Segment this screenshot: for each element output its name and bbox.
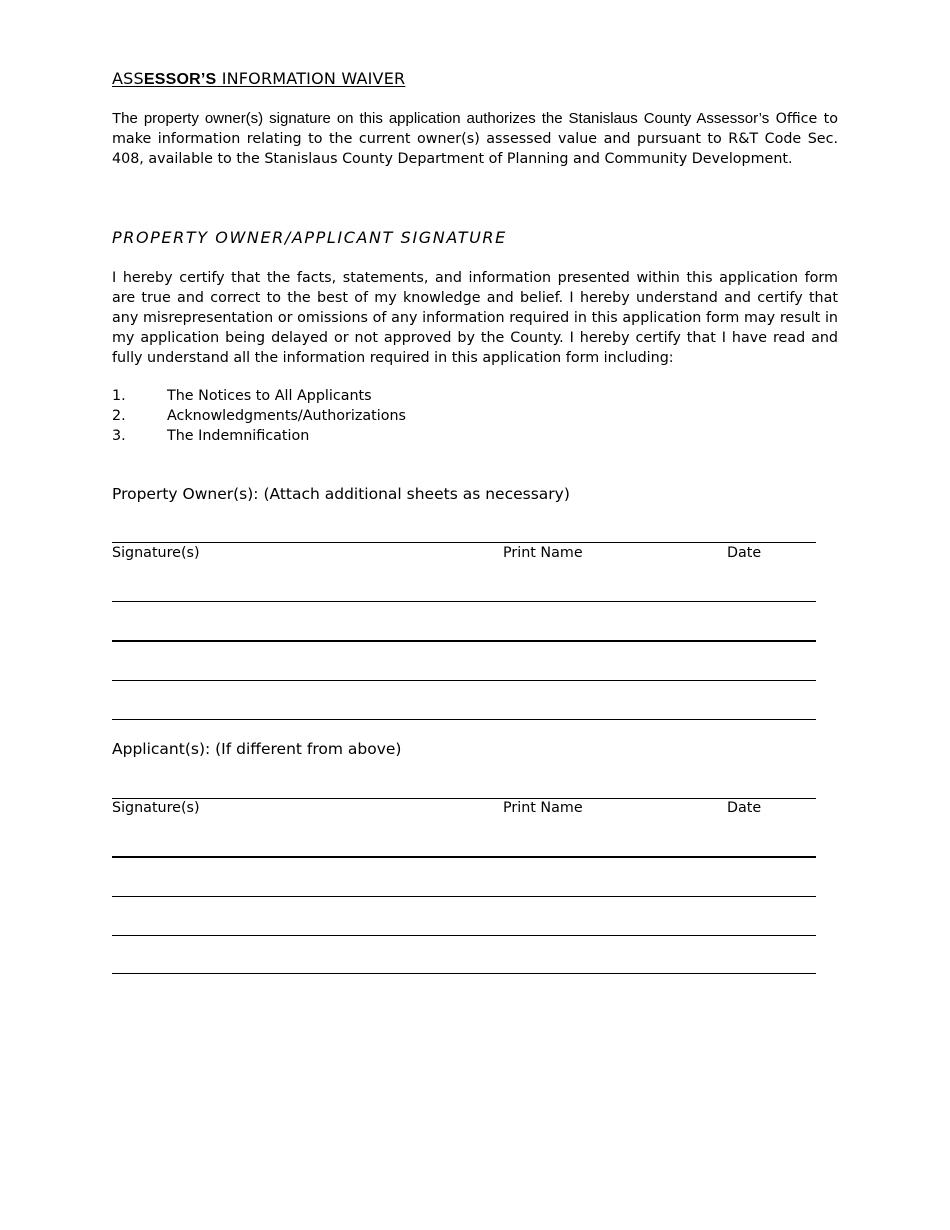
owner-signature-line[interactable]	[112, 542, 816, 543]
applicant-signature-line[interactable]	[112, 856, 816, 858]
owner-signature-line[interactable]	[112, 719, 816, 720]
list-item-text: The Indemnification	[167, 428, 310, 444]
waiver-text-first: The property owner(s) signature on this application authorizes the Stanislaus County Assessor’s	[112, 110, 770, 127]
acknowledgment-list	[112, 386, 406, 446]
list-item	[112, 386, 406, 406]
title-part: INFORMATION WAIVER	[216, 69, 406, 88]
certification-paragraph: I hereby certify that the facts, statements, and information presented within this application form are true and correct to the best of my knowledge and belief. I hereby understand and certify that any misrepresentation or omissions of any information required in this application form may result in my application being delayed or not approved by the County. I hereby certify that I have read and fully understand all the information required in this application form including:	[112, 270, 838, 366]
owner-signature-line[interactable]	[112, 601, 816, 602]
owner-signature-line[interactable]	[112, 680, 816, 681]
page-title	[112, 69, 405, 89]
list-item-number: 1.	[112, 388, 126, 404]
waiver-text-rest: Office to make information relating to the current owner(s) assessed value and pursuant to R&T Code Sec. 408, available to the Stanislaus County Department of Planning and Community Development.	[112, 111, 839, 167]
owner-signature-line[interactable]	[112, 640, 816, 642]
owner-print-name-column-label: Print Name	[503, 545, 583, 561]
title-part: ESSOR’S	[143, 71, 217, 88]
list-item	[112, 426, 406, 446]
owner-signature-column-label: Signature(s)	[112, 545, 200, 561]
title-part: ASS	[112, 69, 144, 88]
applicant-signature-column-label: Signature(s)	[112, 800, 200, 816]
applicant-signature-line[interactable]	[112, 798, 816, 799]
list-item-number: 3.	[112, 428, 126, 444]
applicant-date-column-label: Date	[727, 800, 762, 816]
list-item	[112, 406, 406, 426]
owners-label: Property Owner(s): (Attach additional sheets as necessary)	[112, 485, 570, 503]
list-item-text: The Notices to All Applicants	[167, 388, 372, 404]
applicants-label: Applicant(s): (If different from above)	[112, 740, 402, 758]
owner-date-column-label: Date	[727, 545, 762, 561]
waiver-paragraph	[112, 109, 838, 169]
applicant-signature-line[interactable]	[112, 935, 816, 936]
applicant-print-name-column-label: Print Name	[503, 800, 583, 816]
applicant-signature-line[interactable]	[112, 896, 816, 897]
section-heading: PROPERTY OWNER/APPLICANT SIGNATURE	[112, 228, 507, 247]
list-item-text: Acknowledgments/Authorizations	[167, 408, 406, 424]
list-item-number: 2.	[112, 408, 126, 424]
applicant-signature-line[interactable]	[112, 973, 816, 974]
